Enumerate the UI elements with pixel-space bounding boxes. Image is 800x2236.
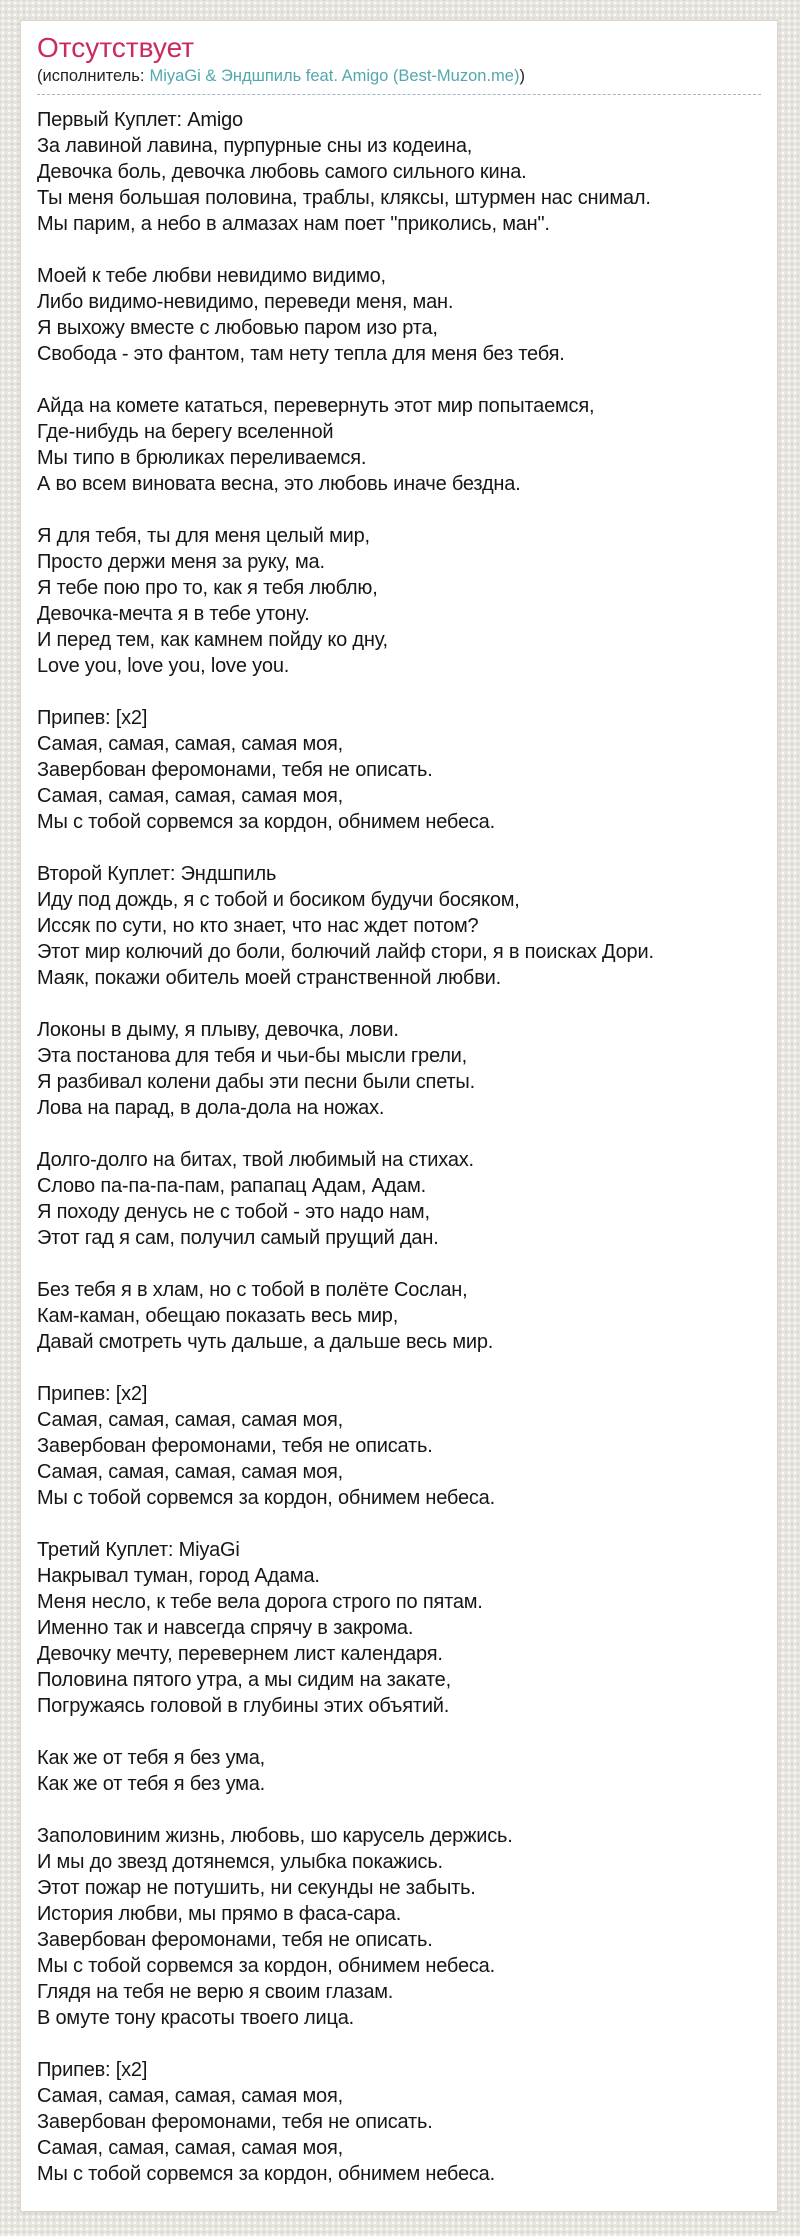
stanza bbox=[37, 1745, 761, 1797]
lyric-line: Love you, love you, love you. bbox=[37, 655, 290, 677]
lyric-line: Завербован феромонами, тебя не описать. bbox=[37, 759, 433, 781]
stanza bbox=[37, 861, 761, 991]
lyric-line: Завербован феромонами, тебя не описать. bbox=[37, 1929, 433, 1951]
stanza bbox=[37, 1147, 761, 1251]
lyric-line: Самая, самая, самая, самая моя, bbox=[37, 785, 343, 807]
stanza bbox=[37, 107, 761, 237]
lyric-line: Погружаясь головой в глубины этих объятий. bbox=[37, 1695, 450, 1717]
lyric-line: Мы с тобой сорвемся за кордон, обнимем небеса. bbox=[37, 1955, 495, 1977]
lyric-line: Самая, самая, самая, самая моя, bbox=[37, 2137, 343, 2159]
lyric-line: Лова на парад, в дола-дола на ножах. bbox=[37, 1097, 385, 1119]
lyric-line: Мы с тобой сорвемся за кордон, обнимем небеса. bbox=[37, 1487, 495, 1509]
lyric-line: Моей к тебе любви невидимо видимо, bbox=[37, 265, 386, 287]
lyric-line: Этот мир колючий до боли, болючий лайф стори, я в поисках Дори. bbox=[37, 941, 654, 963]
stanza bbox=[37, 1537, 761, 1719]
lyric-line: Мы типо в брюликах переливаемся. bbox=[37, 447, 367, 469]
stanza bbox=[37, 1017, 761, 1121]
lyric-line: Половина пятого утра, а мы сидим на закате, bbox=[37, 1669, 451, 1691]
lyric-line: Самая, самая, самая, самая моя, bbox=[37, 2085, 343, 2107]
song-title-link[interactable]: Отсутствует bbox=[37, 32, 195, 63]
lyric-line: Иду под дождь, я с тобой и босиком будучи босяком, bbox=[37, 889, 520, 911]
artist-label: (исполнитель: bbox=[37, 67, 145, 85]
lyric-line: Эта постанова для тебя и чьи-бы мысли грели, bbox=[37, 1045, 467, 1067]
lyric-line: Девочку мечту, перевернем лист календаря. bbox=[37, 1643, 443, 1665]
lyric-line: История любви, мы прямо в фаса-сара. bbox=[37, 1903, 402, 1925]
lyric-line: Этот пожар не потушить, ни секунды не забыть. bbox=[37, 1877, 476, 1899]
lyric-line: Я походу денусь не с тобой - это надо нам, bbox=[37, 1201, 430, 1223]
lyrics-card bbox=[20, 20, 778, 2212]
stanza bbox=[37, 263, 761, 367]
artist-link[interactable]: MiyaGi & Эндшпиль feat. Amigo (Best-Muzon.me) bbox=[149, 67, 520, 85]
lyric-line: Припев: [x2] bbox=[37, 1383, 148, 1405]
lyric-line: Свобода - это фантом, там нету тепла для меня без тебя. bbox=[37, 343, 565, 365]
stanza bbox=[37, 705, 761, 835]
lyric-line: Как же от тебя я без ума. bbox=[37, 1773, 266, 1795]
lyric-line: Я выхожу вместе с любовью паром изо рта, bbox=[37, 317, 438, 339]
lyric-line: За лавиной лавина, пурпурные сны из кодеина, bbox=[37, 135, 473, 157]
lyric-line: Я тебе пою про то, как я тебя люблю, bbox=[37, 577, 378, 599]
lyric-line: Мы с тобой сорвемся за кордон, обнимем небеса. bbox=[37, 2163, 495, 2185]
lyric-line: Слово па-па-па-пам, рапапац Адам, Адам. bbox=[37, 1175, 426, 1197]
lyric-line: И мы до звезд дотянемся, улыбка покажись. bbox=[37, 1851, 443, 1873]
lyric-line: Я для тебя, ты для меня целый мир, bbox=[37, 525, 370, 547]
lyric-line: Иссяк по сути, но кто знает, что нас ждет потом? bbox=[37, 915, 479, 937]
lyric-line: Завербован феромонами, тебя не описать. bbox=[37, 2111, 433, 2133]
lyric-line: Как же от тебя я без ума, bbox=[37, 1747, 266, 1769]
lyrics-text bbox=[37, 107, 761, 2187]
lyric-line: Глядя на тебя не верю я своим глазам. bbox=[37, 1981, 394, 2003]
lyric-line: Самая, самая, самая, самая моя, bbox=[37, 733, 343, 755]
lyric-line: Девочка боль, девочка любовь самого сильного кина. bbox=[37, 161, 527, 183]
lyric-line: Именно так и навсегда спрячу в закрома. bbox=[37, 1617, 414, 1639]
lyric-line: Завербован феромонами, тебя не описать. bbox=[37, 1435, 433, 1457]
lyric-line: Просто держи меня за руку, ма. bbox=[37, 551, 325, 573]
lyric-line: Айда на комете кататься, перевернуть этот мир попытаемся, bbox=[37, 395, 595, 417]
lyric-line: Первый Куплет: Amigo bbox=[37, 109, 243, 131]
lyric-line: Девочка-мечта я в тебе утону. bbox=[37, 603, 310, 625]
lyric-line: Долго-долго на битах, твой любимый на стихах. bbox=[37, 1149, 474, 1171]
stanza bbox=[37, 393, 761, 497]
lyric-line: И перед тем, как камнем пойду ко дну, bbox=[37, 629, 388, 651]
lyric-line: Мы парим, а небо в алмазах нам поет "приколись, ман". bbox=[37, 213, 550, 235]
lyric-line: Меня несло, к тебе вела дорога строго по пятам. bbox=[37, 1591, 483, 1613]
lyric-line: Где-нибудь на берегу вселенной bbox=[37, 421, 334, 443]
lyric-line: Без тебя я в хлам, но с тобой в полёте Сослан, bbox=[37, 1279, 468, 1301]
artist-close-paren: ) bbox=[519, 67, 525, 85]
lyric-line: Ты меня большая половина, траблы, кляксы, штурмен нас снимал. bbox=[37, 187, 651, 209]
stanza bbox=[37, 1823, 761, 2031]
stanza bbox=[37, 523, 761, 679]
lyric-line: Либо видимо-невидимо, переведи меня, ман. bbox=[37, 291, 454, 313]
lyric-line: Второй Куплет: Эндшпиль bbox=[37, 863, 277, 885]
lyric-line: Третий Куплет: MiyaGi bbox=[37, 1539, 240, 1561]
stanza bbox=[37, 1381, 761, 1511]
lyric-line: Мы с тобой сорвемся за кордон, обнимем небеса. bbox=[37, 811, 495, 833]
lyric-line: Самая, самая, самая, самая моя, bbox=[37, 1409, 343, 1431]
stanza bbox=[37, 2057, 761, 2187]
lyric-line: Припев: [x2] bbox=[37, 707, 148, 729]
lyric-line: Я разбивал колени дабы эти песни были спеты. bbox=[37, 1071, 475, 1093]
lyric-line: Маяк, покажи обитель моей странственной любви. bbox=[37, 967, 501, 989]
lyric-line: Припев: [x2] bbox=[37, 2059, 148, 2081]
lyric-line: Кам-каман, обещаю показать весь мир, bbox=[37, 1305, 399, 1327]
lyric-line: А во всем виновата весна, это любовь иначе бездна. bbox=[37, 473, 521, 495]
stanza bbox=[37, 1277, 761, 1355]
lyric-line: Самая, самая, самая, самая моя, bbox=[37, 1461, 343, 1483]
lyric-line: Локоны в дыму, я плыву, девочка, лови. bbox=[37, 1019, 399, 1041]
lyric-line: Накрывал туман, город Адама. bbox=[37, 1565, 320, 1587]
artist-line bbox=[37, 65, 761, 87]
lyric-line: Этот гад я сам, получил самый прущий дан. bbox=[37, 1227, 439, 1249]
song-header bbox=[37, 31, 761, 95]
lyric-line: В омуте тону красоты твоего лица. bbox=[37, 2007, 354, 2029]
lyric-line: Давай смотреть чуть дальше, а дальше весь мир. bbox=[37, 1331, 494, 1353]
lyric-line: Заполовиним жизнь, любовь, шо карусель держись. bbox=[37, 1825, 513, 1847]
